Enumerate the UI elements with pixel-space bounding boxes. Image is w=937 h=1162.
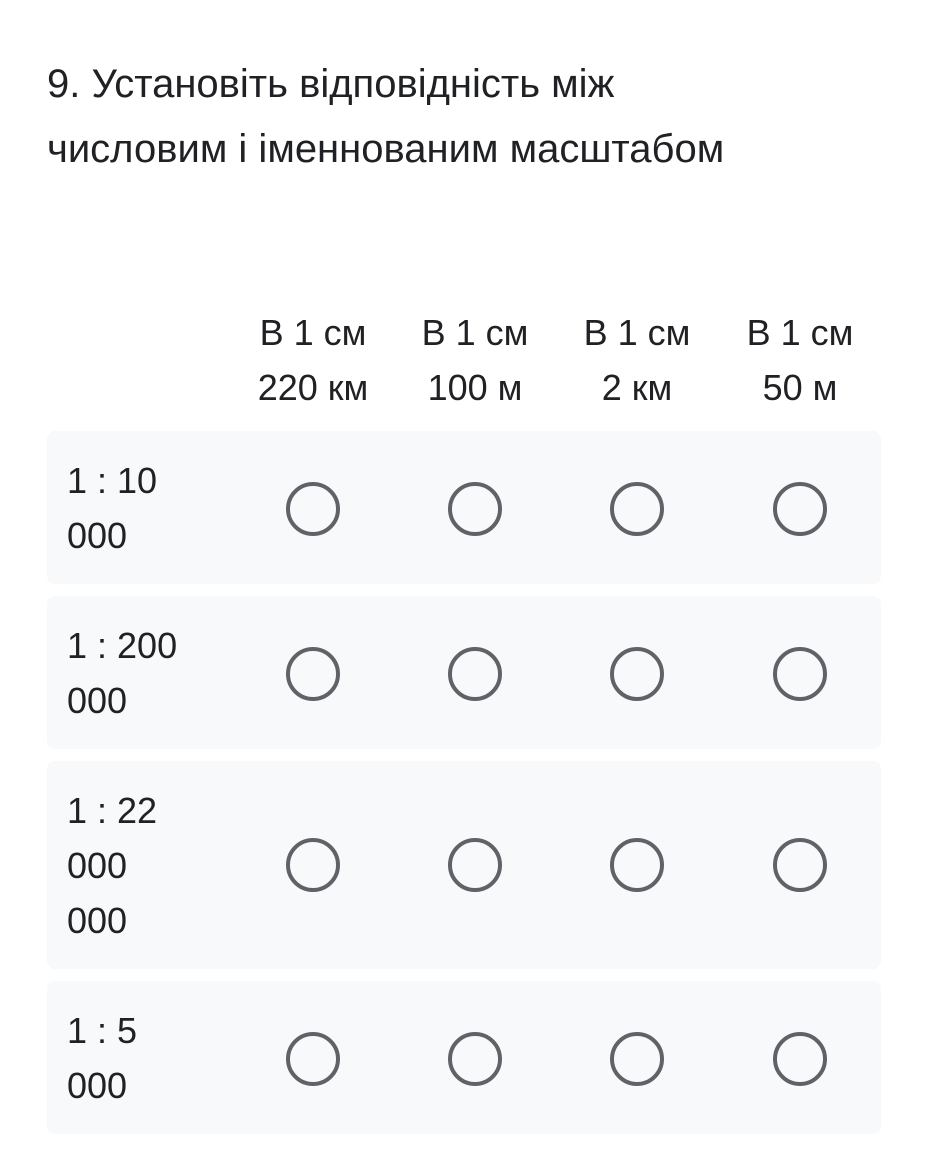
column-header-line2: 220 км <box>257 367 369 408</box>
row-label <box>67 1003 217 1113</box>
radio-button-r4-c4[interactable] <box>773 1032 827 1086</box>
radio-button-r3-c4[interactable] <box>773 838 827 892</box>
grid-row-3 <box>47 761 881 969</box>
row-label-line: 000 <box>67 900 128 941</box>
column-header-3 <box>557 305 717 415</box>
radio-button-r2-c2[interactable] <box>448 647 502 701</box>
column-header-line1: В 1 см <box>259 312 367 353</box>
grid-row-1 <box>47 431 881 584</box>
radio-button-r3-c1[interactable] <box>286 838 340 892</box>
row-label-line: 000 <box>67 845 128 886</box>
row-label-line: 000 <box>67 1065 128 1106</box>
column-header-line2: 50 м <box>762 367 838 408</box>
row-label <box>67 618 217 728</box>
column-header-line2: 2 км <box>601 367 673 408</box>
radio-button-r4-c3[interactable] <box>610 1032 664 1086</box>
grid-row-2 <box>47 596 881 749</box>
row-label-line: 000 <box>67 680 128 721</box>
radio-button-r4-c1[interactable] <box>286 1032 340 1086</box>
question-title: 9. Установіть відповідність між числовим і іменнованим масштабом <box>47 62 725 171</box>
radio-button-r3-c2[interactable] <box>448 838 502 892</box>
radio-button-r1-c3[interactable] <box>610 482 664 536</box>
radio-button-r2-c3[interactable] <box>610 647 664 701</box>
row-label-line: 1 : 5 <box>67 1010 138 1051</box>
column-header-1 <box>233 305 393 415</box>
row-label-line: 1 : 200 <box>67 625 178 666</box>
radio-button-r2-c4[interactable] <box>773 647 827 701</box>
radio-button-r3-c3[interactable] <box>610 838 664 892</box>
radio-button-r1-c2[interactable] <box>448 482 502 536</box>
row-label-line: 1 : 22 <box>67 790 158 831</box>
grid-column-headers <box>0 305 937 415</box>
radio-button-r1-c1[interactable] <box>286 482 340 536</box>
column-header-line1: В 1 см <box>583 312 691 353</box>
radio-button-r4-c2[interactable] <box>448 1032 502 1086</box>
row-label-line: 000 <box>67 515 128 556</box>
column-header-4 <box>720 305 880 415</box>
column-header-line1: В 1 см <box>421 312 529 353</box>
row-label <box>67 453 217 563</box>
column-header-line1: В 1 см <box>746 312 854 353</box>
row-label-line: 1 : 10 <box>67 460 158 501</box>
column-header-line2: 100 м <box>427 367 523 408</box>
column-header-2 <box>395 305 555 415</box>
radio-button-r1-c4[interactable] <box>773 482 827 536</box>
grid-row-4 <box>47 981 881 1134</box>
radio-button-r2-c1[interactable] <box>286 647 340 701</box>
row-label <box>67 783 217 948</box>
